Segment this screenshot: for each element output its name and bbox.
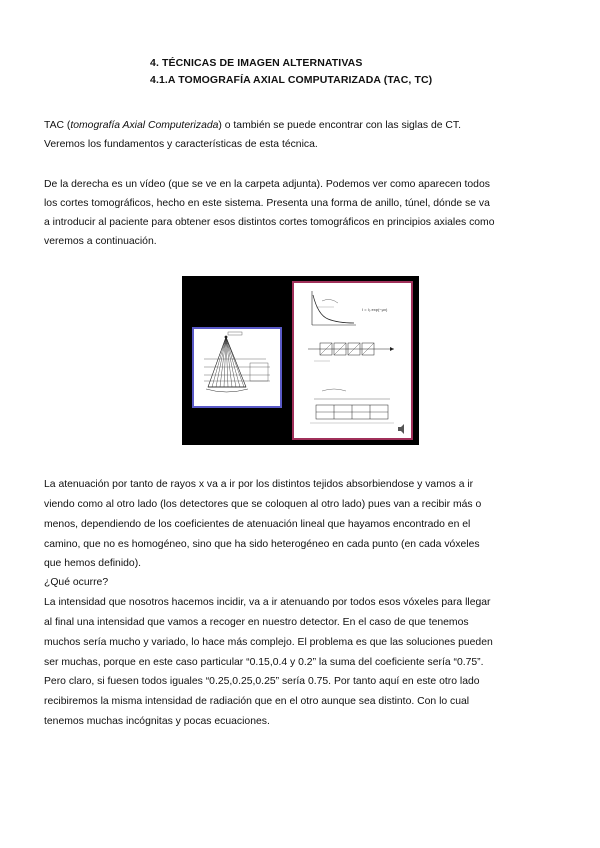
section-heading: 4. TÉCNICAS DE IMAGEN ALTERNATIVAS — [150, 57, 363, 69]
intro-italic-term: tomografía Axial Computerizada — [70, 120, 219, 131]
para1-line: los cortes tomográficos, hecho en este sistema. Presenta una forma de anillo, túnel, dónde se va — [44, 198, 490, 209]
video-figure[interactable] — [182, 276, 419, 445]
attenuation-curve-diagram — [294, 283, 411, 438]
intro-line-2: Veremos los fundamentos y características de esta técnica. — [44, 139, 318, 150]
para2-line: La intensidad que nosotros hacemos incidir, va a ir atenuando por todos esos vóxeles para llegar — [44, 597, 491, 608]
para1-line: veremos a continuación. — [44, 236, 157, 247]
para2-line: muchos sería mucho y variado, lo hace más complejo. El problema es que las soluciones pueden — [44, 637, 493, 648]
intro-line-1 — [44, 119, 461, 133]
xray-fan-beam-diagram — [194, 329, 280, 406]
para2-line: que hemos definido). — [44, 558, 142, 569]
para2-line: La atenuación por tanto de rayos x va a ir por los distintos tejidos absorbiendose y vamos a ir — [44, 479, 474, 490]
para2-line: Pero claro, si fuesen todos iguales “0.25,0.25,0.25” sería 0.75. Por tanto aquí en este otro lado — [44, 676, 480, 687]
para1-line: De la derecha es un vídeo (que se ve en la carpeta adjunta). Podemos ver como aparecen todos — [44, 179, 490, 190]
attenuation-formula: I = I₀ exp(−μx) — [362, 307, 388, 312]
para2-line: ser muchas, porque en este caso particular “0.15,0.4 y 0.2” la suma del coeficiente sería “0.75”. — [44, 657, 484, 668]
para2-line: viendo como al otro lado (los detectores que se coloquen al otro lado) pues van a recibir más o — [44, 499, 482, 510]
question-line: ¿Qué ocurre? — [44, 577, 109, 588]
attenuation-diagram-panel — [292, 281, 413, 440]
para2-line: tenemos muchas incógnitas y pocas ecuaciones. — [44, 716, 270, 727]
para2-line: recibiremos la misma intensidad de radiación que en el otro aunque sea distinto. Con lo cual — [44, 696, 470, 707]
para2-line: menos, dependiendo de los coeficientes de atenuación lineal que hayamos encontrado en el — [44, 519, 471, 530]
para2-line: al final una intensidad que vamos a recoger en nuestro detector. En el caso de que tenemos — [44, 617, 469, 628]
para2-line: camino, que no es homogéneo, sino que ha sido heterogéneo en cada punto (en cada vóxeles — [44, 539, 480, 550]
intro-prefix: TAC ( — [44, 120, 71, 131]
para1-line: a introducir al paciente para obtener esos distintos cortes tomográficos en principios axiales como — [44, 217, 495, 228]
intro-suffix: ) o también se puede encontrar con las siglas de CT. — [218, 120, 461, 131]
speaker-icon[interactable] — [398, 424, 404, 434]
beam-diagram-panel — [192, 327, 282, 408]
subsection-heading: 4.1.A TOMOGRAFÍA AXIAL COMPUTARIZADA (TAC, TC) — [150, 74, 433, 86]
